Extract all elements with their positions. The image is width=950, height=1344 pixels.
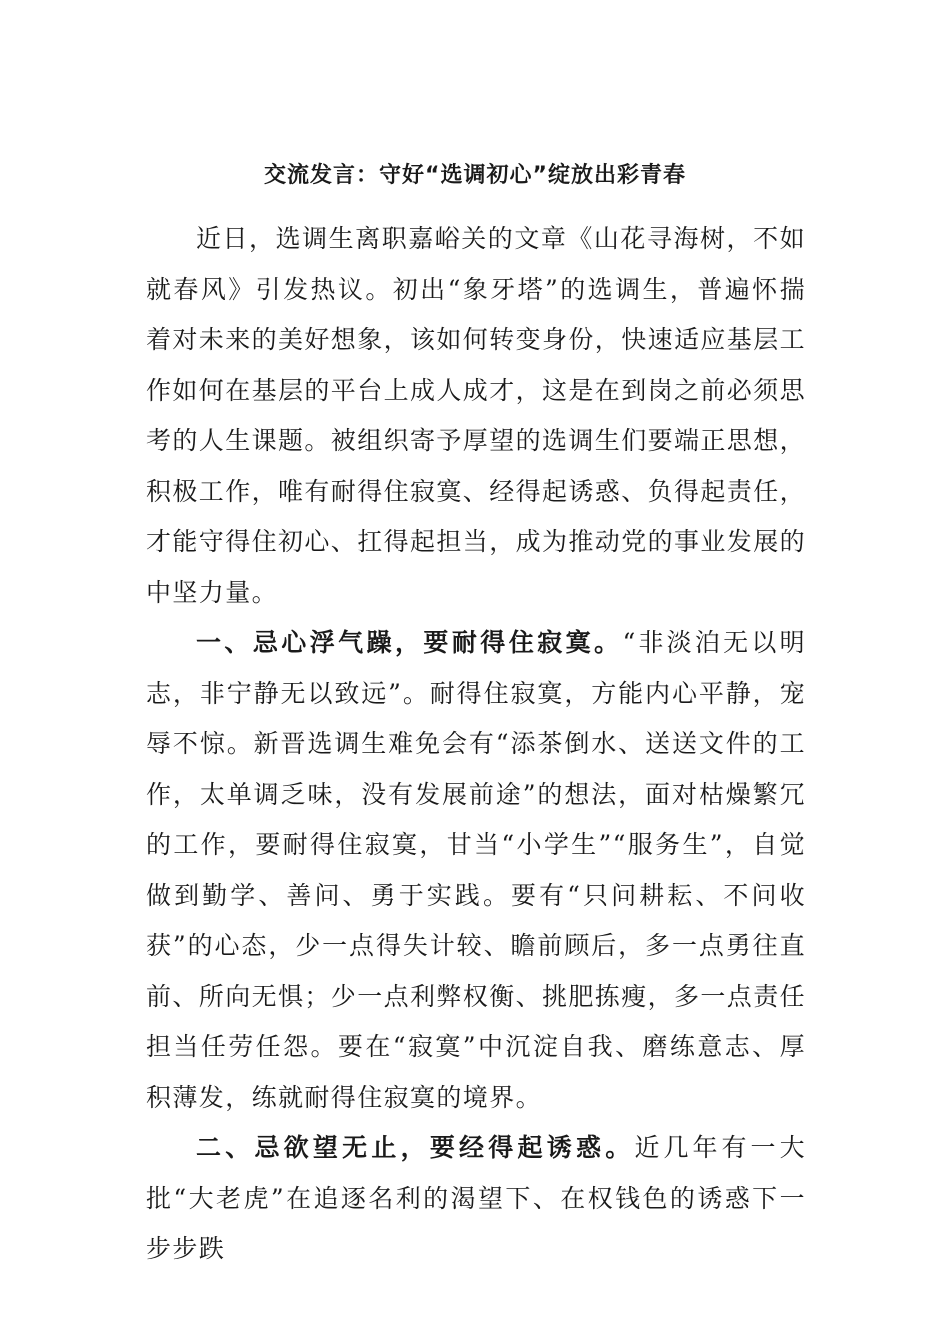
document-body: [146, 214, 806, 1275]
section-one-text: “非淡泊无以明志，非宁静无以致远”。耐得住寂寞，方能内心平静，宠辱不惊。新晋选调生难免会有“添茶倒水、送送文件的工作，太单调乏味，没有发展前途”的想法，面对枯燥繁冗的工作，要耐得住寂寞，甘当“小学生”“服务生”，自觉做到勤学、善问、勇于实践。要有“只问耕耘、不问收获”的心态，少一点得失计较、瞻前顾后，多一点勇往直前、所向无惧；少一点利弊权衡、挑肥拣瘦，多一点责任担当任劳任怨。要在“寂寞”中沉淀自我、磨练意志、厚积薄发，练就耐得住寂寞的境界。: [146, 628, 807, 1112]
section-two-paragraph: [146, 1123, 806, 1275]
document-title: 交流发言：守好“选调初心”绽放出彩青春: [264, 163, 686, 188]
section-one-heading: 一、忌心浮气躁，要耐得住寂寞。: [196, 628, 623, 657]
intro-paragraph: [146, 214, 806, 618]
intro-paragraph-text: 近日，选调生离职嘉峪关的文章《山花寻海树，不如就春风》引发热议。初出“象牙塔”的选调生，普遍怀揣着对未来的美好想象，该如何转变身份，快速适应基层工作如何在基层的平台上成人成才，这是在到岗之前必须思考的人生课题。被组织寄予厚望的选调生们要端正思想，积极工作，唯有耐得住寂寞、经得起诱惑、负得起责任，才能守得住初心、扛得起担当，成为推动党的事业发展的中坚力量。: [146, 224, 807, 607]
section-one-paragraph: [146, 618, 806, 1123]
section-two-text: 近几年有一大批“大老虎”在追逐名利的渴望下、在权钱色的诱惑下一步步跌: [146, 1133, 806, 1263]
section-two-heading: 二、忌欲望无止，要经得起诱惑。: [196, 1133, 635, 1162]
